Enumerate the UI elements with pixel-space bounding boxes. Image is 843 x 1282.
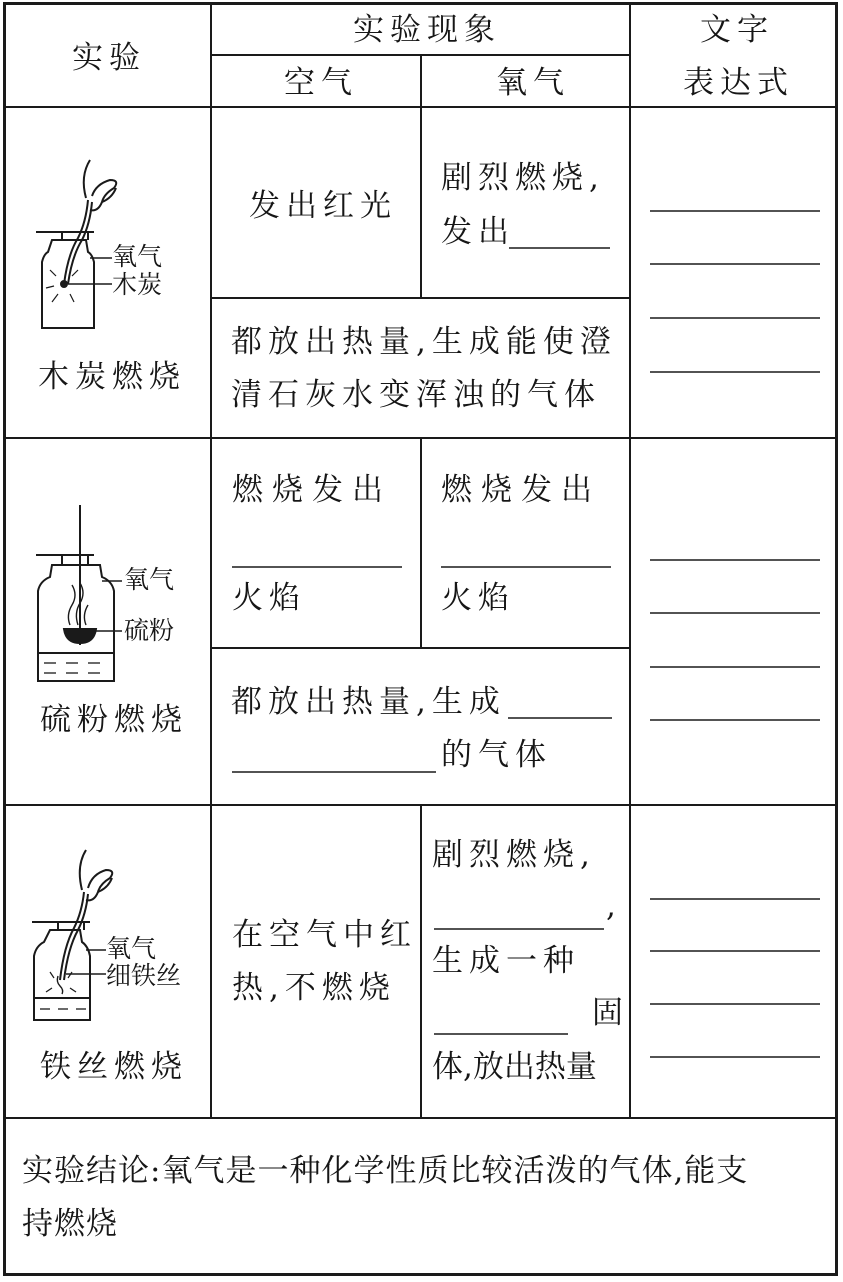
charcoal-oxygen-line2: 发出 bbox=[441, 214, 515, 250]
figure-label-sulfur: 硫粉 bbox=[124, 616, 175, 645]
iron-oxygen-line1: 剧烈燃烧, bbox=[432, 837, 596, 873]
sulfur-common-line1: 都放出热量,生成 bbox=[231, 684, 506, 720]
header-phenomenon: 实验现象 bbox=[353, 12, 501, 48]
header-air: 空气 bbox=[284, 65, 358, 101]
figure-label-oxygen: 氧气 bbox=[106, 934, 157, 963]
iron-air-line1: 在空气中红 bbox=[232, 917, 417, 953]
iron-oxygen-line3: 生成一种 bbox=[432, 943, 580, 979]
header-experiment: 实验 bbox=[72, 40, 146, 76]
sulfur-oxygen-line1: 燃烧发出 bbox=[441, 472, 601, 508]
header-expression-line2: 表达式 bbox=[683, 65, 794, 101]
figure-label-iron-wire: 细铁丝 bbox=[106, 961, 182, 990]
sulfur-combustion-figure bbox=[26, 505, 136, 695]
sulfur-air-line3: 火焰 bbox=[232, 580, 306, 616]
charcoal-oxygen-line1: 剧烈燃烧, bbox=[441, 160, 605, 196]
figure-label-charcoal: 木炭 bbox=[112, 270, 163, 299]
iron-oxygen-line5: 体,放出热量 bbox=[432, 1049, 597, 1085]
row-title-iron: 铁丝燃烧 bbox=[40, 1049, 188, 1085]
sulfur-air-line1: 燃烧发出 bbox=[232, 472, 392, 508]
conclusion-line1: 实验结论:氧气是一种化学性质比较活泼的气体,能支 bbox=[22, 1153, 749, 1189]
row-title-charcoal: 木炭燃烧 bbox=[38, 359, 186, 395]
conclusion-line2: 持燃烧 bbox=[22, 1206, 118, 1242]
charcoal-air-phenomenon: 发出红光 bbox=[249, 188, 397, 224]
charcoal-common-line2: 清石灰水变浑浊的气体 bbox=[231, 377, 601, 413]
iron-air-line2: 热,不燃烧 bbox=[232, 970, 396, 1006]
header-expression-line1: 文字 bbox=[700, 12, 774, 48]
iron-oxygen-line4: 固 bbox=[592, 995, 623, 1031]
header-oxygen: 氧气 bbox=[496, 65, 570, 101]
iron-oxygen-comma: , bbox=[606, 888, 616, 924]
row-title-sulfur: 硫粉燃烧 bbox=[40, 702, 188, 738]
figure-label-oxygen: 氧气 bbox=[112, 242, 163, 271]
charcoal-common-line1: 都放出热量,生成能使澄 bbox=[231, 324, 617, 360]
sulfur-common-line2: 的气体 bbox=[441, 737, 552, 773]
figure-label-oxygen: 氧气 bbox=[124, 565, 175, 594]
sulfur-oxygen-line3: 火焰 bbox=[441, 580, 515, 616]
